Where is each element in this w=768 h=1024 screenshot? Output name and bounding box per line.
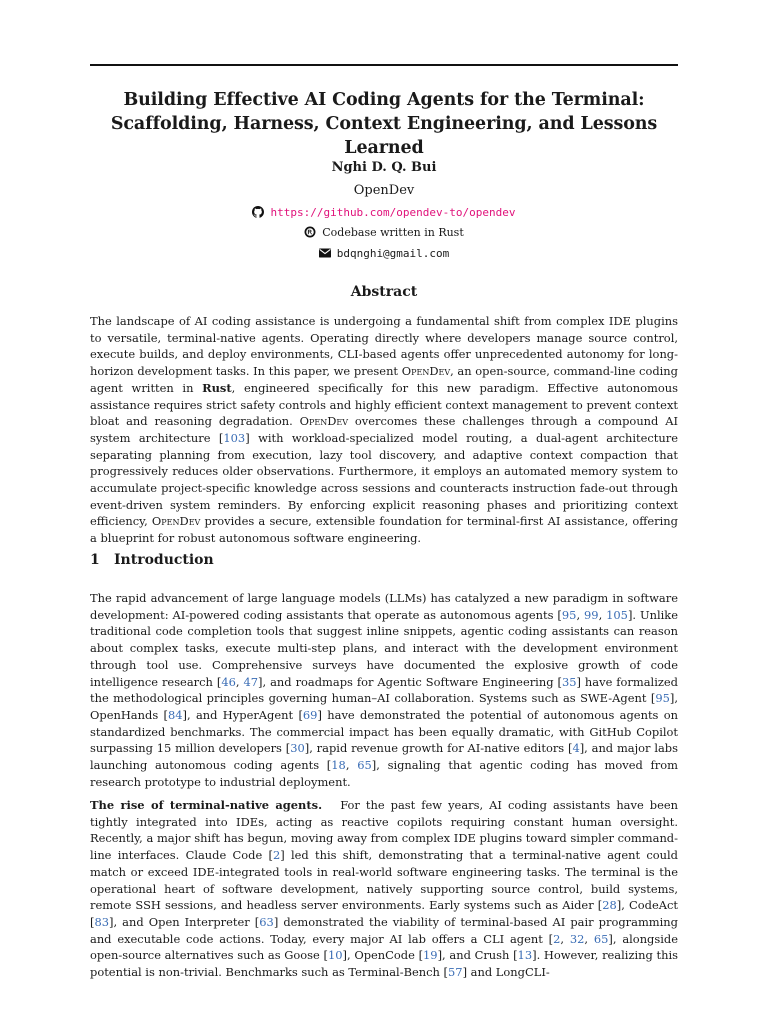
citation-link[interactable]: 63: [259, 914, 274, 929]
citation-link[interactable]: 4: [572, 741, 580, 756]
affiliation: OpenDev: [353, 183, 415, 198]
citation-link[interactable]: 83: [94, 914, 110, 929]
citation-link[interactable]: 65: [593, 931, 609, 946]
paper-title: [90, 88, 678, 160]
rust-icon: [304, 226, 316, 238]
citation-link[interactable]: 95: [561, 607, 577, 622]
github-link[interactable]: https://github.com/opendev-to/opendev: [270, 206, 516, 219]
intro-paragraph-1: The rapid advancement of large language models (LLMs) has catalyzed a new paradigm in software development: AI-powered coding assistants that operate as autonomous agents [95, 99, 105]. Unlike traditional code completion tools that suggest inline snippets, agentic coding assistants can reason about complex tasks, execute multi-step plans, and interact with the development environment through tool use. Comprehensive surveys have documented the explosive growth of code intelligence research [46, 47], and roadmaps for Agentic Software Engineering [35] have formalized the methodological principles governing human–AI collaboration. Systems such as SWE-Agent [95], OpenHands [84], and HyperAgent [69] have demonstrated the potential of autonomous agents on standardized benchmarks. The commercial impact has been equally dramatic, with GitHub Copilot surpassing 15 million developers [30], rapid revenue growth for AI-native editors [4], and major labs launching autonomous coding agents [18, 65], signaling that agentic coding has moved from research prototype to industrial deployment.: [90, 591, 678, 789]
citation-link[interactable]: 95: [655, 691, 670, 706]
mail-icon: [319, 247, 331, 259]
citation-link[interactable]: 13: [517, 948, 533, 963]
citation-link[interactable]: 84: [167, 707, 183, 722]
paragraph-lead: The rise of terminal-native agents.: [90, 798, 323, 812]
citation-link[interactable]: 103: [223, 430, 246, 445]
github-line: [90, 206, 678, 220]
github-icon: [252, 206, 264, 218]
citation-link[interactable]: 18: [331, 758, 346, 773]
intro-paragraph-2: The rise of terminal-native agents. For the past few years, AI coding assistants have been tightly integrated into IDEs, acting as reactive copilots requiring constant human oversight. Recently, a major shift has begun, moving away from complex IDE plugins toward simpler command-line interfaces. Claude Code [2] led this shift, demonstrating that a terminal-native agent could match or exceed IDE-integrated tools in real-world software engineering tasks. The terminal is the operational heart of software development, natively supporting source control, build systems, remote SSH sessions, and headless server environments. Early systems such as Aider [28], CodeAct [83], and Open Interpreter [63] demonstrated the viability of terminal-based AI pair programming and executable code actions. Today, every major AI lab offers a CLI agent [2, 32, 65], alongside open-source alternatives such as Goose [10], OpenCode [19], and Crush [13]. However, realizing this potential is non-trivial. Benchmarks such as Terminal-Bench [57] and LongCLI-: [90, 798, 678, 980]
section-heading: [90, 552, 214, 568]
top-rule: [90, 64, 678, 66]
citation-link[interactable]: 99: [584, 607, 599, 622]
email-link[interactable]: bdqnghi@gmail.com: [336, 247, 450, 260]
codebase-note: Codebase written in Rust: [322, 226, 464, 239]
codebase-line: [90, 226, 678, 240]
citation-link[interactable]: 69: [302, 707, 318, 722]
citation-link[interactable]: 46: [221, 674, 236, 689]
citation-link[interactable]: 32: [569, 931, 585, 946]
citation-link[interactable]: 2: [272, 848, 281, 863]
citation-link[interactable]: 57: [448, 965, 463, 980]
citation-link[interactable]: 10: [327, 948, 343, 963]
title-line-1: Building Effective AI Coding Agents for the Terminal:: [123, 90, 645, 110]
email-line: [90, 247, 678, 261]
citation-link[interactable]: 30: [290, 741, 305, 756]
citation-link[interactable]: 19: [423, 948, 438, 963]
citation-link[interactable]: 47: [243, 674, 259, 689]
citation-link[interactable]: 65: [357, 758, 372, 773]
abstract-heading: Abstract: [350, 284, 418, 300]
abstract-text: The landscape of AI coding assistance is undergoing a fundamental shift from complex IDE plugins to versatile, terminal-native agents. Operating directly where developers manage source control, execute builds, and deploy environments, CLI-based agents offer unprecedented autonomy for long-horizon development tasks. In this paper, we present OpenDev, an open-source, command-line coding agent written in Rust, engineered specifically for this new paradigm. Effective autonomous assistance requires strict safety controls and highly efficient context management to prevent context bloat and reasoning degradation. OpenDev overcomes these challenges through a compound AI system architecture [103] with workload-specialized model routing, a dual-agent architecture separating planning from execution, lazy tool discovery, and adaptive context compaction that progressively reduces older observations. Furthermore, it employs an automated memory system to accumulate project-specific knowledge across sessions and counteracts instruction fade-out through event-driven system reminders. By enforcing explicit reasoning phases and prioritizing context efficiency, OpenDev provides a secure, extensible foundation for terminal-first AI assistance, offering a blueprint for robust autonomous software engineering.: [90, 314, 678, 546]
section-number: 1: [90, 552, 100, 568]
citation-link[interactable]: 28: [602, 898, 617, 913]
citation-link[interactable]: 2: [553, 931, 561, 946]
title-line-2: Scaffolding, Harness, Context Engineering, and Lessons Learned: [110, 114, 658, 158]
section-title: Introduction: [114, 552, 214, 568]
citation-link[interactable]: 105: [606, 607, 628, 622]
citation-link[interactable]: 35: [561, 674, 577, 689]
author-name: Nghi D. Q. Bui: [331, 160, 437, 175]
